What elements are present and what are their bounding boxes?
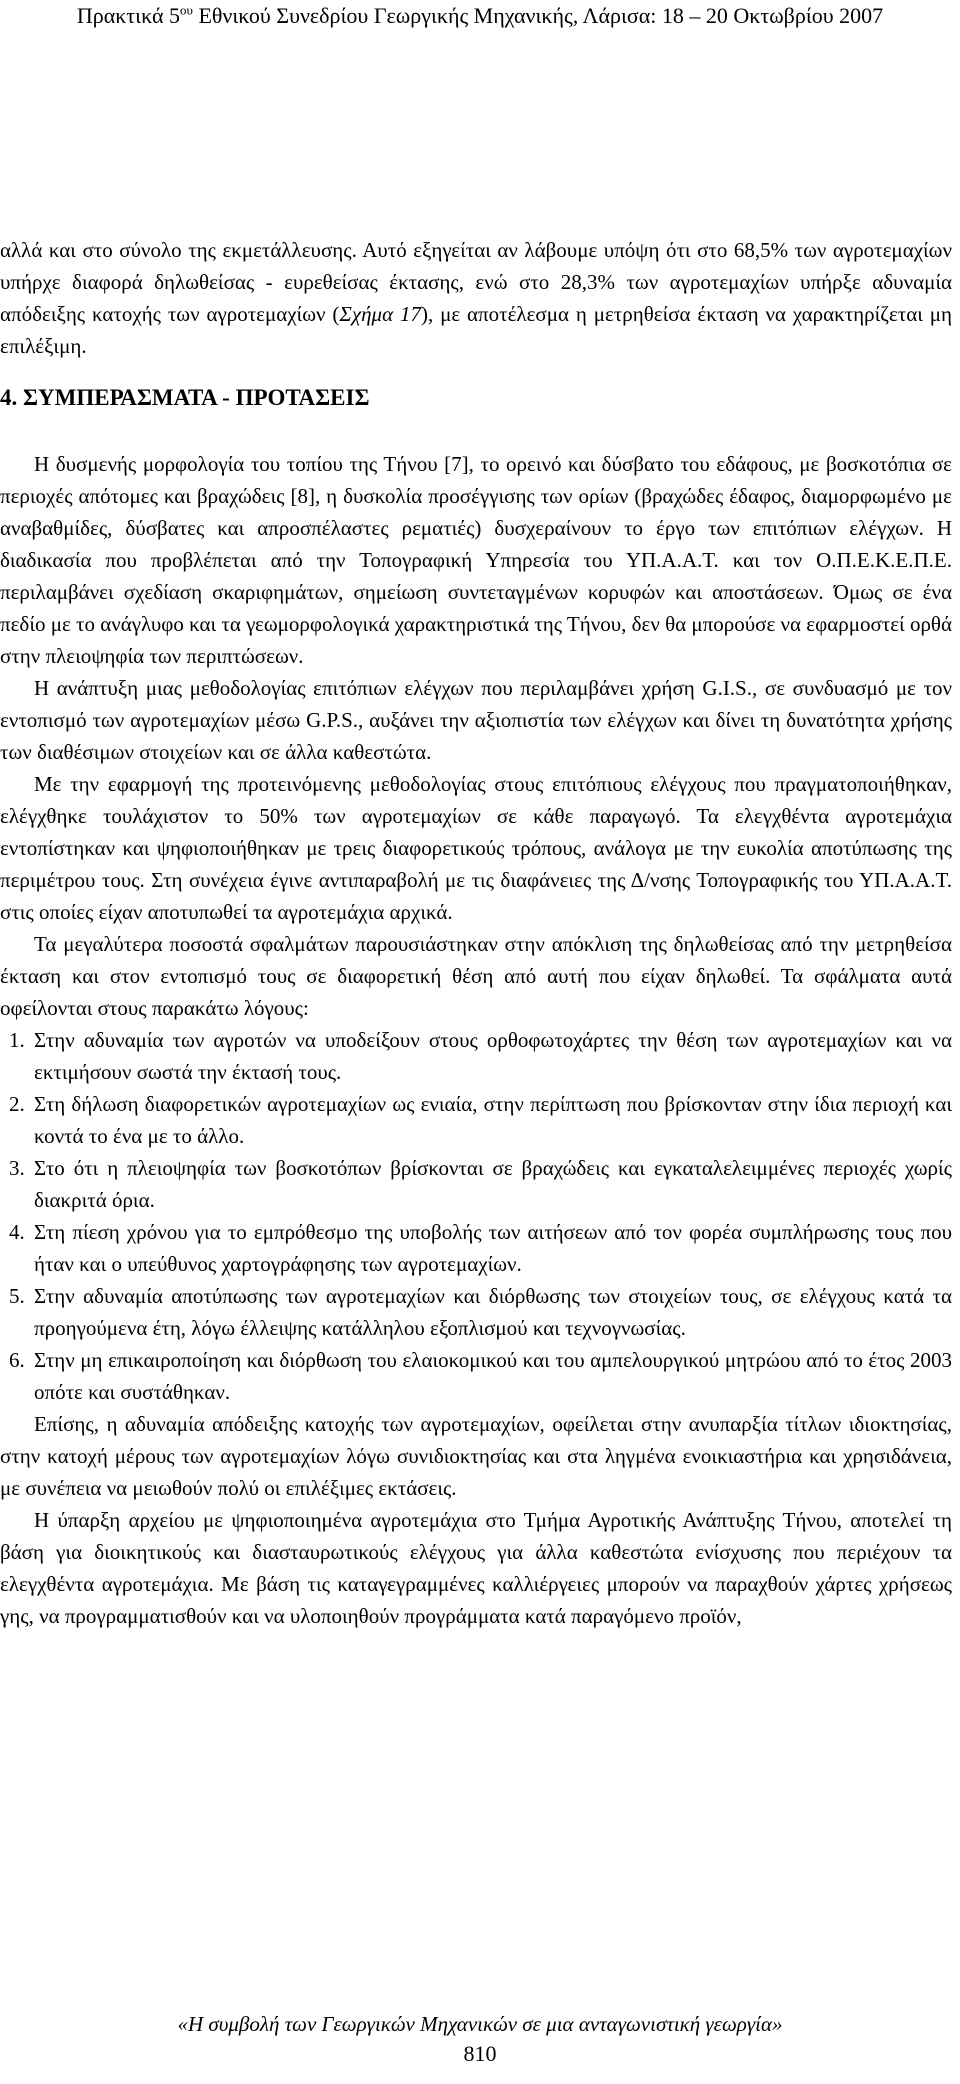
header-suffix: Εθνικού Συνεδρίου Γεωργικής Μηχανικής, Λάρισα: 18 – 20 Οκτωβρίου 2007 (192, 3, 884, 28)
body-paragraph: Με την εφαρμογή της προτεινόμενης μεθοδολογίας στους επιτόπιους ελέγχους που πραγματοποιήθηκαν, ελέγχθηκε τουλάχιστον το 50% των αγροτεμαχίων σε κάθε παραγωγό. Τα ελεγχθέντα αγροτεμάχια εντοπίστηκαν και ψηφιοποιήθηκαν με τρεις διαφορετικούς τρόπους, ανάλογα με την ευκολία αποτύπωσης της περιμέτρου τους. Στη συνέχεια έγινε αντιπαραβολή με τις διαφάνειες της Δ/νσης Τοπογραφικής του ΥΠ.Α.Α.Τ. στις οποίες είχαν αποτυπωθεί τα αγροτεμάχια αρχικά. (0, 772, 952, 924)
body-paragraph: Η δυσμενής μορφολογία του τοπίου της Τήνου [7], το ορεινό και δύσβατο του εδάφους, με βοσκοτόπια σε περιοχές απότομες και βραχώδεις [8], η δυσκολία προσέγγισης των ορίων (βραχώδες έδαφος, διαμορφωμένο με αναβαθμίδες, δύσβατες και απροσπέλαστες ρεματιές) δυσχεραίνουν το έργο των επιτόπιων ελέγχων. Η διαδικασία που προβλέπεται από την Τοπογραφική Υπηρεσία του ΥΠ.Α.Α.Τ. και τον Ο.Π.Ε.Κ.Ε.Π.Ε. περιλαμβάνει σχεδίαση σκαριφημάτων, σημείωση συντεταγμένων κορυφών και αποστάσεων. Όμως σε ένα πεδίο με το ανάγλυφο και τα γεωμορφολογικά χαρακτηριστικά της Τήνου, δεν θα μπορούσε να εφαρμοστεί ορθά στην πλειοψηφία των περιπτώσεων. (0, 452, 952, 668)
list-item: 1. Στην αδυναμία των αγροτών να υποδείξουν στους ορθοφωτοχάρτες την θέση των αγροτεμαχίων και να εκτιμήσουν σωστά την έκτασή τους. (30, 1024, 952, 1088)
header-prefix: Πρακτικά 5 (76, 3, 180, 28)
list-item: 5. Στην αδυναμία αποτύπωσης των αγροτεμαχίων και διόρθωσης των στοιχείων τους, σε ελέγχους κατά τα προηγούμενα έτη, λόγω έλλειψης κατάλληλου εξοπλισμού και τεχνογνωσίας. (30, 1280, 952, 1344)
list-item: 3. Στο ότι η πλειοψηφία των βοσκοτόπων βρίσκονται σε βραχώδεις και εγκαταλελειμμένες περιοχές χωρίς διακριτά όρια. (30, 1152, 952, 1216)
intro-paragraph (0, 234, 952, 362)
body-paragraph: Επίσης, η αδυναμία απόδειξης κατοχής των αγροτεμαχίων, οφείλεται στην ανυπαρξία τίτλων ιδιοκτησίας, στην κατοχή μέρους των αγροτεμαχίων λόγω συνιδιοκτησίας και στα ληγμένα ενοικιαστήρια και χρησιδάνεια, με συνέπεια να μειωθούν πολύ οι επιλέξιμες εκτάσεις. (0, 1412, 952, 1500)
page-number: 810 (463, 2041, 497, 2066)
page-body (0, 234, 952, 1632)
figure-reference: Σχήμα 17 (339, 302, 421, 326)
body-paragraph: Η ανάπτυξη μιας μεθοδολογίας επιτόπιων ελέγχων που περιλαμβάνει χρήση G.I.S., σε συνδυασμό με τον εντοπισμό των αγροτεμαχίων μέσω G.P.S., αυξάνει την αξιοπιστία των ελέγχων και δίνει τη δυνατότητα χρήσης των διαθέσιμων στοιχείων και σε άλλα καθεστώτα. (0, 676, 952, 764)
reasons-list (0, 1024, 952, 1408)
running-footer: «Η συμβολή των Γεωργικών Μηχανικών σε μια ανταγωνιστική γεωργία» (177, 2012, 783, 2036)
body-paragraph: Τα μεγαλύτερα ποσοστά σφαλμάτων παρουσιάστηκαν στην απόκλιση της δηλωθείσας από την μετρηθείσα έκταση και στον εντοπισμό τους σε διαφορετική θέση από αυτή που είχαν δηλωθεί. Τα σφάλματα αυτά οφείλονται στους παρακάτω λόγους: (0, 932, 952, 1020)
intro-text-1: αλλά και στο σύνολο της εκμετάλλευσης. Αυτό εξηγείται αν λάβουμε υπόψη ότι στο 68,5% των αγροτεμαχίων υπήρχε διαφορά δηλωθείσας - ευρεθείσας έκτασης, ενώ στο 28,3% των αγροτεμαχίων υπήρξε αδυναμία απόδειξης κατοχής των αγροτεμαχίων ( (0, 238, 952, 326)
header-superscript: ου (180, 2, 193, 18)
list-item: 6. Στην μη επικαιροποίηση και διόρθωση του ελαιοκομικού και του αμπελουργικού μητρώου από το έτος 2003 οπότε και συστάθηκαν. (30, 1344, 952, 1408)
intro-text-2: ), με αποτέλεσμα η μετρηθείσα έκταση να χαρακτηρίζεται μη επιλέξιμη. (0, 302, 953, 358)
body-paragraph: Η ύπαρξη αρχείου με ψηφιοποιημένα αγροτεμάχια στο Τμήμα Αγροτικής Ανάπτυξης Τήνου, αποτελεί τη βάση για διοικητικούς και διασταυρωτικούς ελέγχους για άλλα καθεστώτα ενίσχυσης που περιέχουν τα ελεγχθέντα αγροτεμάχια. Με βάση τις καταγεγραμμένες καλλιέργειες μπορούν να παραχθούν χάρτες χρήσεως γης, να προγραμματισθούν και να υλοποιηθούν προγράμματα κατά παραγόμενο προϊόν, (0, 1508, 952, 1628)
running-header (0, 2, 960, 30)
section-heading: 4. ΣΥΜΠΕΡΑΣΜΑΤΑ - ΠΡΟΤΑΣΕΙΣ (0, 385, 370, 410)
list-item: 4. Στη πίεση χρόνου για το εμπρόθεσμο της υποβολής των αιτήσεων από τον φορέα συμπλήρωσης τους που ήταν και ο υπεύθυνος χαρτογράφησης των αγροτεμαχίων. (30, 1216, 952, 1280)
list-item: 2. Στη δήλωση διαφορετικών αγροτεμαχίων ως ενιαία, στην περίπτωση που βρίσκονταν στην ίδια περιοχή και κοντά το ένα με το άλλο. (30, 1088, 952, 1152)
